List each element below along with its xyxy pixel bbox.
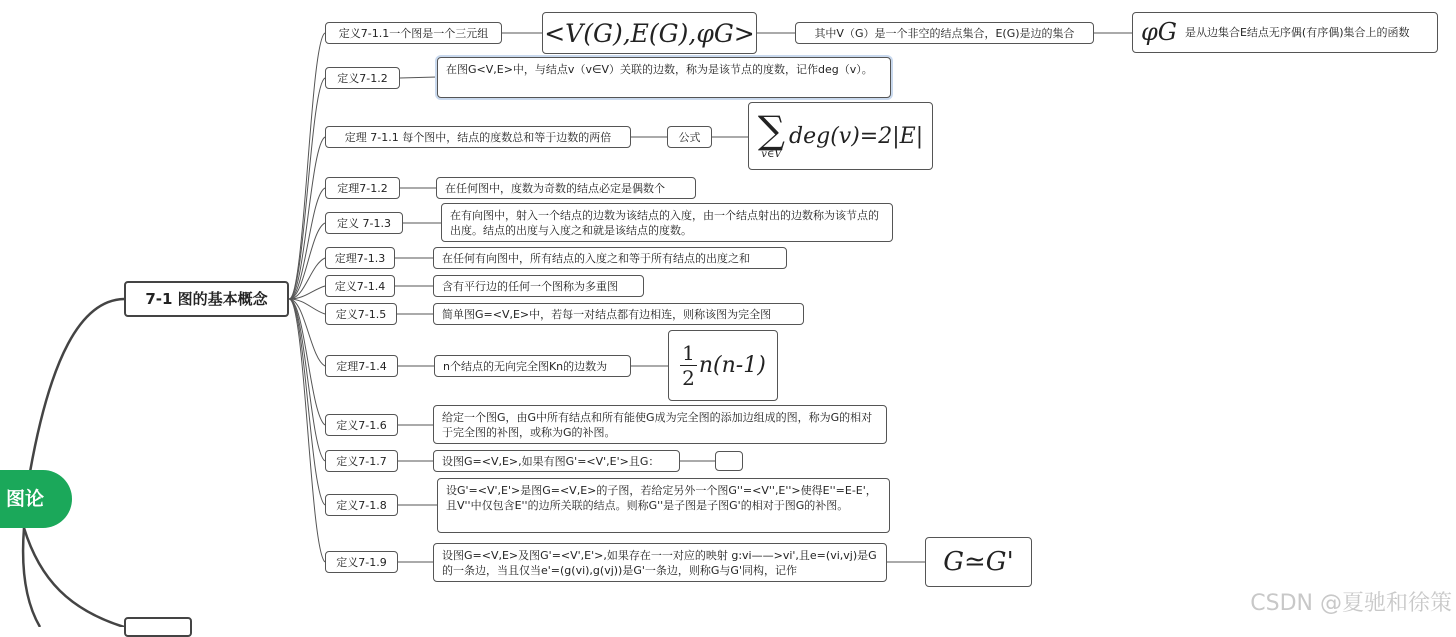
phi-function-node[interactable] bbox=[1132, 12, 1438, 53]
thm-7-1-4-node[interactable] bbox=[325, 355, 398, 377]
thm-7-1-1-node[interactable] bbox=[325, 126, 631, 148]
def-7-1-3-label: 定义 7-1.3 bbox=[337, 217, 391, 230]
isomorphism-formula[interactable] bbox=[925, 537, 1032, 587]
root-node[interactable] bbox=[0, 470, 72, 528]
thm-7-1-3-desc: 在任何有向图中，所有结点的入度之和等于所有结点的出度之和 bbox=[442, 252, 750, 265]
thm-7-1-2-desc: 在任何图中，度数为奇数的结点必定是偶数个 bbox=[445, 182, 665, 195]
def-7-1-1-node[interactable] bbox=[325, 22, 502, 44]
def-7-1-4-desc-node[interactable] bbox=[433, 275, 644, 297]
complete-graph-edges-formula[interactable] bbox=[668, 330, 778, 401]
root-label: 图论 bbox=[5, 488, 44, 510]
topic-label: 7-1 图的基本概念 bbox=[145, 290, 268, 308]
def-7-1-5-desc-node[interactable] bbox=[433, 303, 804, 325]
def-7-1-9-label: 定义7-1.9 bbox=[336, 556, 387, 569]
def-7-1-4-desc: 含有平行边的任何一个图称为多重图 bbox=[442, 280, 618, 293]
degree-sum-formula[interactable] bbox=[748, 102, 933, 170]
def-7-1-8-label: 定义7-1.8 bbox=[336, 499, 387, 512]
complete-graph-edges-text: n(n-1) bbox=[698, 353, 766, 378]
def-7-1-3-desc: 在有向图中，射入一个结点的边数为该结点的入度，由一个结点射出的边数称为该节点的出度。结点的出度与入度之和就是该结点的度数。 bbox=[450, 209, 879, 237]
next-topic-node[interactable] bbox=[124, 617, 192, 637]
sigma-symbol: ∑ v∈V bbox=[757, 108, 786, 160]
formula-tag-node[interactable] bbox=[667, 126, 712, 148]
def-7-1-1-label: 定义7-1.1一个图是一个三元组 bbox=[338, 27, 489, 40]
def-7-1-6-desc-node[interactable] bbox=[433, 405, 887, 444]
def-7-1-7-desc: 设图G=<V,E>,如果有图G'=<V',E'>且G： bbox=[442, 455, 660, 468]
phi-formula: φG bbox=[1141, 18, 1177, 46]
def-7-1-3-node[interactable] bbox=[325, 212, 403, 234]
watermark: CSDN @夏驰和徐策 bbox=[1250, 591, 1452, 616]
def-7-1-3-desc-node[interactable] bbox=[441, 203, 893, 242]
def-7-1-2-node[interactable] bbox=[325, 67, 400, 89]
graph-triple-formula-text: <V(G),E(G),φG> bbox=[544, 18, 755, 48]
def-7-1-9-desc: 设图G=<V,E>及图G'=<V',E'>,如果存在一一对应的映射 g:vi——>vi',且e=(vi,vj)是G的一条边，当且仅当e'=(g(vi),g(vj))是G'一条边，则称G与G'同构，记作 bbox=[442, 549, 877, 577]
def-7-1-2-desc-node[interactable] bbox=[437, 57, 891, 98]
thm-7-1-4-label: 定理7-1.4 bbox=[336, 360, 387, 373]
formula-tag-label: 公式 bbox=[678, 131, 701, 144]
thm-7-1-3-label: 定理7-1.3 bbox=[334, 252, 386, 265]
def-7-1-5-label: 定义7-1.5 bbox=[335, 308, 387, 321]
degree-sum-formula-text: deg(v)=2|E| bbox=[789, 123, 924, 149]
def-7-1-2-label: 定义7-1.2 bbox=[337, 72, 388, 85]
def-7-1-6-label: 定义7-1.6 bbox=[336, 419, 387, 432]
phi-desc: 是从边集合E结点无序偶(有序偶)集合上的函数 bbox=[1184, 26, 1410, 39]
fraction-half: $\frac{1}{2}$ bbox=[682, 341, 695, 390]
thm-7-1-2-node[interactable] bbox=[325, 177, 400, 199]
def-7-1-5-desc: 简单图G=<V,E>中，若每一对结点都有边相连，则称该图为完全图 bbox=[442, 308, 772, 321]
def-7-1-7-desc-node[interactable] bbox=[433, 450, 680, 472]
def-7-1-7-node[interactable] bbox=[325, 450, 398, 472]
def-7-1-6-node[interactable] bbox=[325, 414, 398, 436]
def-7-1-7-label: 定义7-1.7 bbox=[336, 455, 387, 468]
def-7-1-8-desc-node[interactable] bbox=[437, 478, 890, 533]
thm-7-1-4-desc-node[interactable] bbox=[434, 355, 631, 377]
def-7-1-2-desc: 在图G<V,E>中，与结点v（v∈V）关联的边数，称为是该节点的度数，记作deg（v）。 bbox=[446, 63, 873, 76]
def-7-1-6-desc: 给定一个图G，由G中所有结点和所有能使G成为完全图的添加边组成的图，称为G的相对于完全图的补图，或称为G的补图。 bbox=[442, 411, 873, 439]
thm-7-1-2-desc-node[interactable] bbox=[436, 177, 696, 199]
def-7-1-5-node[interactable] bbox=[325, 303, 397, 325]
graph-triple-formula[interactable] bbox=[542, 12, 757, 54]
thm-7-1-3-node[interactable] bbox=[325, 247, 395, 269]
def-7-1-4-node[interactable] bbox=[325, 275, 395, 297]
def-7-1-4-label: 定义7-1.4 bbox=[334, 280, 386, 293]
def-7-1-7-empty-node[interactable] bbox=[715, 451, 743, 471]
def-7-1-8-node[interactable] bbox=[325, 494, 398, 516]
def-7-1-9-node[interactable] bbox=[325, 551, 398, 573]
topic-node[interactable] bbox=[124, 281, 289, 317]
isomorphism-formula-text: G≃G' bbox=[943, 546, 1014, 577]
def-7-1-1-desc: 其中V（G）是一个非空的结点集合，E(G)是边的集合 bbox=[814, 27, 1075, 40]
def-7-1-9-desc-node[interactable] bbox=[433, 543, 887, 582]
thm-7-1-4-desc: n个结点的无向完全图Kn的边数为 bbox=[443, 360, 608, 373]
thm-7-1-3-desc-node[interactable] bbox=[433, 247, 787, 269]
thm-7-1-1-label: 定理 7-1.1 每个图中，结点的度数总和等于边数的两倍 bbox=[344, 131, 612, 144]
def-7-1-1-desc-node[interactable] bbox=[795, 22, 1094, 44]
thm-7-1-2-label: 定理7-1.2 bbox=[337, 182, 388, 195]
def-7-1-8-desc: 设G'=<V',E'>是图G=<V,E>的子图，若给定另外一个图G''=<V'',E''>使得E''=E-E'，且V''中仅包含E''的边所关联的结点。则称G''是子图是子图G'的相对于图G的补图。 bbox=[446, 484, 877, 512]
